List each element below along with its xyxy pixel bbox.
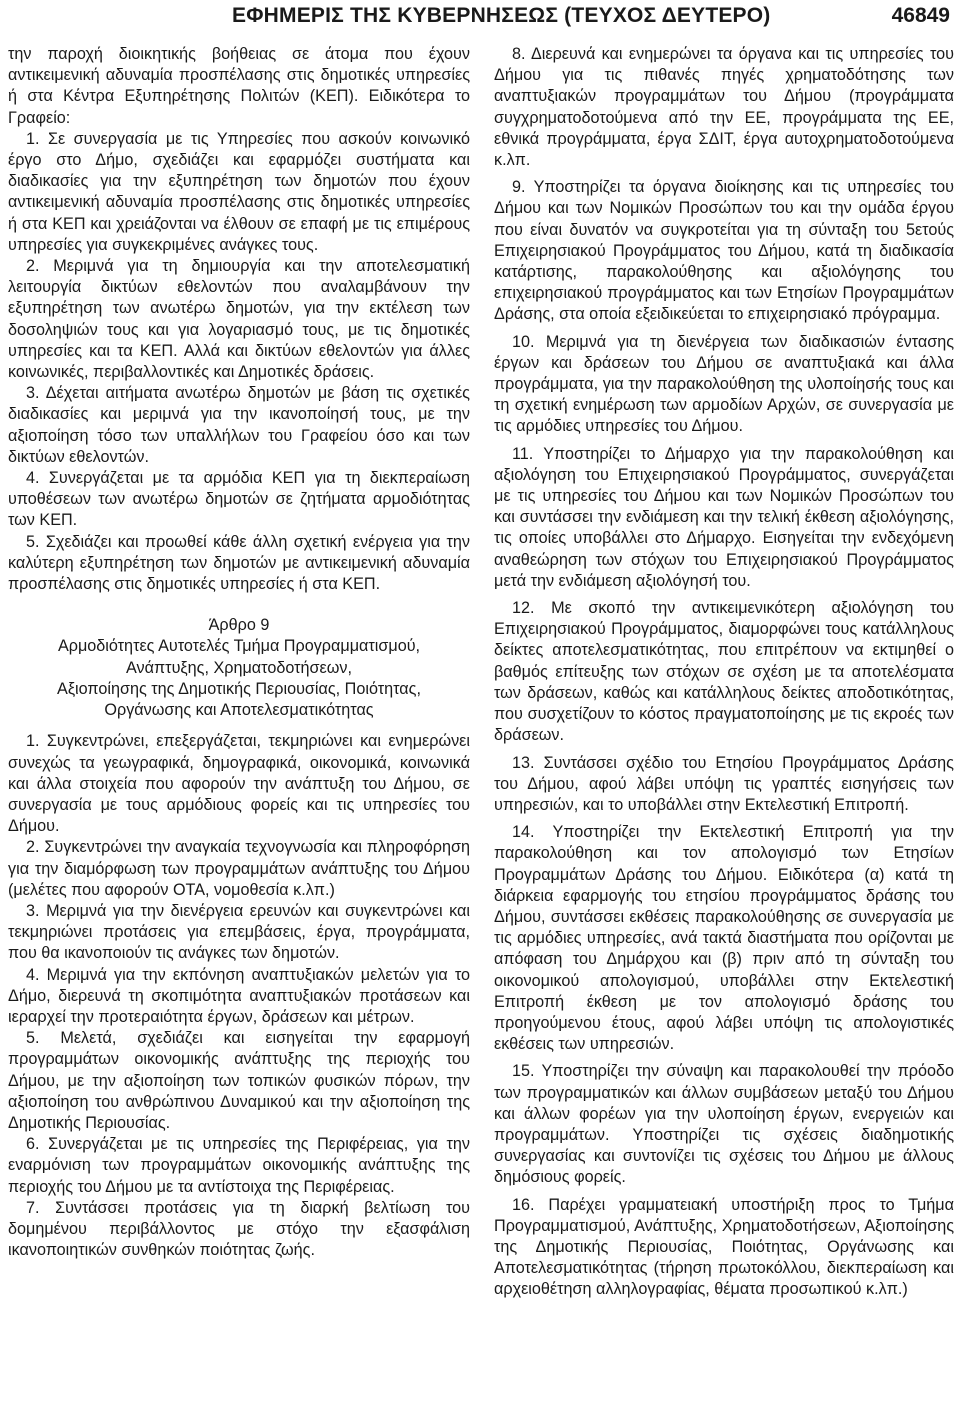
article-heading [8, 615, 470, 721]
article-item: 11. Υποστηρίζει το Δήμαρχο για την παρακολούθηση και αξιολόγηση του Επιχειρησιακού Προγράμματος, συνεργάζεται με τις υπηρεσίες του Δήμου και των Νομικών Προσώπων του και συντάσσει την ενδιάμεση και την τελική έκθεση αξιολόγησης, τις οποίες υποβάλλει στο Δήμαρχο. Εισηγείται την ενδεχόμενη αναθεώρηση των στόχων του Επιχειρησιακού Προγράμματος μετά την ενδιάμεση αξιολόγησή του. [494, 444, 954, 590]
article-title-line: Αξιοποίησης της Δημοτικής Περιουσίας, Ποιότητας, [57, 679, 421, 698]
gazette-title: ΕΦΗΜΕΡΙΣ ΤΗΣ ΚΥΒΕΡΝΗΣΕΩΣ (ΤΕΥΧΟΣ ΔΕΥΤΕΡΟ) [232, 4, 771, 27]
right-column [494, 44, 954, 1301]
list-item: 1. Σε συνεργασία με τις Υπηρεσίες που ασκούν κοινωνικό έργο στο Δήμο, σχεδιάζει και εφαρμόζει συστήματα και διαδικασίες για την εξυπηρέτηση των δημοτών που έχουν αντικειμενική αδυναμία προσπέλασης στις δημοτικές υπηρεσίες ή στα ΚΕΠ και χρειάζονται να έλθουν σε επαφή με τις επιμέρους υπηρεσίες για συγκεκριμένες ανάγκες τους. [8, 129, 470, 254]
list-item: 2. Μεριμνά για τη δημιουργία και την αποτελεσματική λειτουργία δικτύων εθελοντών που αναλαμβάνουν την εξυπηρέτηση των ανωτέρω δημοτών, για την εκτέλεση των δοσοληψιών τους και για λογαριασμό τους, με τις δημοτικές υπηρεσίες και τα ΚΕΠ. Αλλά και δικτύων εθελοντών για άλλες κοινωνικές, περιβαλλοντικές και Δημοτικές δράσεις. [8, 257, 470, 382]
article-item: 10. Μεριμνά για τη διενέργεια των διαδικασιών έντασης έργων και δράσεων του Δήμου σε αναπτυξιακά και άλλα προγράμματα, για την παρακολούθηση της υλοποίησής τους και τη σχετική ενημέρωση των αρμοδίων Αρχών, σε συνεργασία με τις αρμόδιες υπηρεσίες του Δήμου. [494, 332, 954, 436]
article-item: 12. Με σκοπό την αντικειμενικότερη αξιολόγηση του Επιχειρησιακού Προγράμματος, διαμορφώνει τους κατάλληλους δείκτες αποτελεσματικότητας, που επιτρέπουν να εκτιμηθεί ο βαθμός επίτευξης των στόχων σε σχέση με τα αποτελέσματα των δράσεων, καθώς και κατάλληλους δείκτες αποδοτικότητας, που συσχετίζουν το κόστος πραγματοποίησης με τις εκροές των δράσεων. [494, 599, 954, 745]
page-header [0, 0, 960, 36]
left-column [8, 44, 470, 1261]
article-item: 6. Συνεργάζεται με τις υπηρεσίες της Περιφέρειας, για την εναρμόνιση των προγραμμάτων οικονομικής ανάπτυξης της περιοχής του Δήμου με τα αντίστοιχα της Περιφέρειας. [8, 1135, 470, 1196]
article-title-line: Αρμοδιότητες Αυτοτελές Τμήμα Προγραμματισμού, [57, 637, 421, 656]
list-item: 5. Σχεδιάζει και προωθεί κάθε άλλη σχετική ενέργεια για την καλύτερη εξυπηρέτηση των δημοτών με αντικειμενική αδυναμία προσπέλασης στις δημοτικές υπηρεσίες ή στα ΚΕΠ. [8, 532, 470, 594]
article-number: Άρθρο 9 [208, 616, 270, 635]
article-title-line: Οργάνωσης και Αποτελεσματικότητας [104, 701, 374, 720]
list-item: 3. Δέχεται αιτήματα ανωτέρω δημοτών με βάση τις σχετικές διαδικασίες και μεριμνά για την ικανοποίησή τους, με την αξιοποίηση τόσο των υπαλλήλων του Γραφείου όσο και των δικτύων εθελοντών. [8, 384, 470, 466]
article-item: 4. Μεριμνά για την εκπόνηση αναπτυξιακών μελετών για το Δήμο, διερευνά τη σκοπιμότητα αναπτυξιακών προτάσεων και ιεραρχεί την προτεραιότητα έργων, δράσεων και μέτρων. [8, 965, 470, 1026]
article-item: 9. Υποστηρίζει τα όργανα διοίκησης και τις υπηρεσίες του Δήμου και των Νομικών Προσώπων του και την ομάδα έργου που είναι δυνατόν να συγκροτείται για τη σύνταξη του 5ετούς Επιχειρησιακού Προγράμματος του Δήμου, κατά τη διαδικασία κατάρτισης, παρακολούθησης και αξιολόγησης του επιχειρησιακού προγράμματος και των Ετησίων Προγραμμάτων Δράσης, στα οποία εξειδικεύεται το επιχειρησιακό πρόγραμμα. [494, 178, 954, 324]
page-number: 46849 [891, 4, 950, 27]
article-item: 13. Συντάσσει σχέδιο του Ετησίου Προγράμματος Δράσης του Δήμου, αφού λάβει υπόψη τις γραπτές εισηγήσεις των υπηρεσιών, και το υποβάλλει στην Εκτελεστική Επιτροπή. [494, 753, 954, 814]
article-item: 15. Υποστηρίζει την σύναψη και παρακολουθεί την πρόοδο των προγραμματικών και άλλων συμβάσεων μεταξύ του Δήμου και άλλων φορέων για την υλοποίηση έργων, ενεργειών και προγραμμάτων. Υποστηρίζει τις σχέσεις διαδημοτικής συνεργασίας και συντονίζει τις σχέσεις του Δήμου με άλλους δημόσιους φορείς. [494, 1062, 954, 1187]
article-item: 1. Συγκεντρώνει, επεξεργάζεται, τεκμηριώνει και ενημερώνει συνεχώς τα γεωγραφικά, δημογραφικά, οικονομικά, κοινωνικά και άλλα στοιχεία που αφορούν την ανάπτυξη του Δήμου, σε συνεργασία με τους αρμόδιους φορείς και τις υπηρεσίες του Δήμου. [8, 732, 470, 836]
article-item: 5. Μελετά, σχεδιάζει και εισηγείται την εφαρμογή προγραμμάτων οικονομικής ανάπτυξης της περιοχής του Δήμου, με την αξιοποίηση των τοπικών φυσικών πόρων, την αξιοποίηση του ανθρώπινου Δυναμικού και την αξιοποίηση της Δημοτικής Περιουσίας. [8, 1029, 470, 1132]
intro-paragraph: την παροχή διοικητικής βοήθειας σε άτομα που έχουν αντικειμενική αδυναμία προσπέλασης στις δημοτικές υπηρεσίες ή στα Κέντρα Εξυπηρέτησης Πολιτών (ΚΕΠ). Ειδικότερα το Γραφείο: [8, 45, 470, 127]
article-item: 7. Συντάσσει προτάσεις για τη διαρκή βελτίωση του δομημένου περιβάλλοντος με στόχο την εξασφάλιση ικανοποιητικών συνθηκών ποιότητας ζωής. [8, 1198, 470, 1260]
article-item: 2. Συγκεντρώνει την αναγκαία τεχνογνωσία και πληροφόρηση για την διαμόρφωση των προγραμμάτων ανάπτυξης του Δήμου (μελέτες που αφορούν ΟΤΑ, νομοθεσία κ.λπ.) [8, 838, 470, 899]
article-item: 8. Διερευνά και ενημερώνει τα όργανα και τις υπηρεσίες του Δήμου για τις πιθανές πηγές χρηματοδότησης των αναπτυξιακών προγραμμάτων του Δήμου (προγράμματα συγχρηματοδοτούμενα από την ΕΕ, προγράμματα της ΕΕ, εθνικά προγράμματα, έργα ΣΔΙΤ, έργα αυτοχρηματοδοτούμενα κ.λπ. [494, 45, 954, 170]
article-item: 14. Υποστηρίζει την Εκτελεστική Επιτροπή για την παρακολούθηση και τον απολογισμό των Ετησίων Προγραμμάτων Δράσης του Δήμου. Ειδικότερα (α) κατά τη διάρκεια εφαρμογής του ετησίου προγράμματος δράσης του Δήμου, συντάσσει εκθέσεις παρακολούθησης σε συνεργασία με τις αρμόδιες υπηρεσίες, ανά τακτά διαστήματα που ορίζονται με απόφαση του Δημάρχου και (β) πριν από τη σύνταξη του οικονομικού απολογισμού, υποβάλλει στην Εκτελεστική Επιτροπή έκθεση με τον απολογισμό δράσης του προηγούμενου έτους, αφού λάβει υπόψη τις απολογιστικές εκθέσεις των υπηρεσιών. [494, 823, 954, 1054]
article-item: 16. Παρέχει γραμματειακή υποστήριξη προς το Τμήμα Προγραμματισμού, Ανάπτυξης, Χρηματοδοτήσεων, Αξιοποίησης της Δημοτικής Περιουσίας, Ποιότητας, Οργάνωσης και Αποτελεσματικότητας (τήρηση πρωτοκόλλου, διεκπεραίωση και αρχειοθέτηση αλληλογραφίας, θέματα προσωπικού κ.λπ.) [494, 1195, 954, 1299]
article-item: 3. Μεριμνά για την διενέργεια ερευνών και συγκεντρώνει και τεκμηριώνει προτάσεις για επεμβάσεις, έργα, προγράμματα, που θα ικανοποιούν τις ανάγκες των δημοτών. [8, 901, 470, 963]
article-title-line: Ανάπτυξης, Χρηματοδοτήσεων, [126, 658, 352, 677]
list-item: 4. Συνεργάζεται με τα αρμόδια ΚΕΠ για τη διεκπεραίωση υποθέσεων των ανωτέρω δημοτών σε ζητήματα αρμοδιότητας των ΚΕΠ. [8, 469, 470, 530]
